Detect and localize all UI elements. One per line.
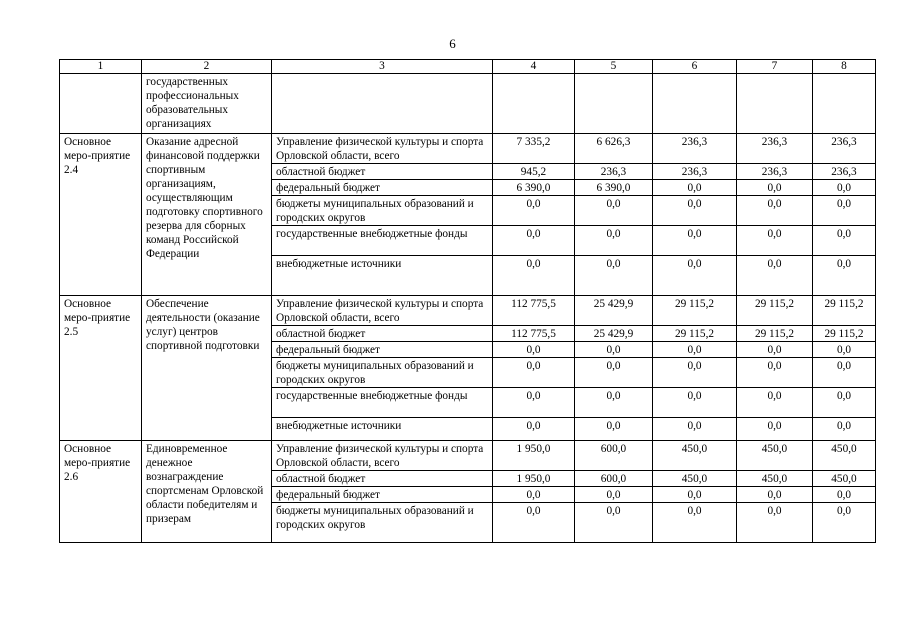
funding-source-cell: бюджеты муниципальных образований и городских округов [272,358,493,388]
amount-cell: 0,0 [575,256,653,296]
column-number: 1 [60,60,142,74]
column-number: 6 [653,60,737,74]
amount-cell: 450,0 [813,441,876,471]
amount-cell: 0,0 [737,196,813,226]
amount-cell: 0,0 [575,487,653,503]
amount-cell: 0,0 [575,226,653,256]
amount-cell: 236,3 [813,164,876,180]
empty-cell [737,74,813,134]
amount-cell: 0,0 [493,358,575,388]
amount-cell: 0,0 [493,256,575,296]
funding-source-cell: федеральный бюджет [272,180,493,196]
amount-cell: 29 115,2 [737,296,813,326]
funding-source-cell: Управление физической культуры и спорта Орловской области, всего [272,134,493,164]
amount-cell: 29 115,2 [737,326,813,342]
amount-cell: 0,0 [813,342,876,358]
amount-cell: 0,0 [737,358,813,388]
amount-cell: 0,0 [653,342,737,358]
funding-source-cell: областной бюджет [272,471,493,487]
column-number: 2 [142,60,272,74]
column-number: 3 [272,60,493,74]
funding-source-cell: государственные внебюджетные фонды [272,226,493,256]
amount-cell: 0,0 [493,487,575,503]
amount-cell: 0,0 [737,256,813,296]
amount-cell: 236,3 [653,164,737,180]
amount-cell: 0,0 [737,226,813,256]
amount-cell: 25 429,9 [575,296,653,326]
amount-cell: 0,0 [813,226,876,256]
amount-cell: 112 775,5 [493,326,575,342]
amount-cell: 1 950,0 [493,471,575,487]
funding-source-cell: федеральный бюджет [272,487,493,503]
activity-code-cell: Основное меро-приятие 2.6 [60,441,142,543]
amount-cell: 0,0 [653,180,737,196]
amount-cell: 0,0 [653,256,737,296]
page-number: 6 [449,36,456,51]
amount-cell: 0,0 [575,196,653,226]
funding-source-cell: Управление физической культуры и спорта Орловской области, всего [272,296,493,326]
amount-cell: 7 335,2 [493,134,575,164]
funding-source-cell: государственные внебюджетные фонды [272,388,493,418]
table-row [60,441,876,471]
amount-cell: 0,0 [575,342,653,358]
activity-title-cell: Оказание адресной финансовой поддержки спортивным организациям, осуществляющим подготовку спортивного резерва для сборных команд Российской Федерации [142,134,272,296]
amount-cell: 236,3 [575,164,653,180]
amount-cell: 0,0 [493,388,575,418]
amount-cell: 0,0 [737,487,813,503]
empty-cell [653,74,737,134]
amount-cell: 0,0 [493,196,575,226]
amount-cell: 6 390,0 [493,180,575,196]
continuation-row [60,74,876,134]
amount-cell: 0,0 [813,196,876,226]
empty-cell [575,74,653,134]
amount-cell: 0,0 [737,180,813,196]
amount-cell: 236,3 [813,134,876,164]
amount-cell: 0,0 [575,503,653,543]
empty-cell [60,74,142,134]
amount-cell: 236,3 [737,134,813,164]
column-number: 4 [493,60,575,74]
amount-cell: 25 429,9 [575,326,653,342]
column-number: 7 [737,60,813,74]
amount-cell: 450,0 [813,471,876,487]
amount-cell: 0,0 [813,358,876,388]
amount-cell: 450,0 [653,441,737,471]
amount-cell: 112 775,5 [493,296,575,326]
activity-code-cell: Основное меро-приятие 2.4 [60,134,142,296]
amount-cell: 0,0 [737,503,813,543]
funding-source-cell: внебюджетные источники [272,256,493,296]
empty-cell [493,74,575,134]
amount-cell: 29 115,2 [813,296,876,326]
funding-source-cell: бюджеты муниципальных образований и городских округов [272,503,493,543]
empty-cell [813,74,876,134]
amount-cell: 0,0 [653,418,737,441]
amount-cell: 0,0 [813,388,876,418]
amount-cell: 0,0 [575,418,653,441]
amount-cell: 29 115,2 [813,326,876,342]
amount-cell: 600,0 [575,441,653,471]
continued-title-cell: государственных профессиональных образовательных организациях [142,74,272,134]
amount-cell: 0,0 [493,342,575,358]
amount-cell: 1 950,0 [493,441,575,471]
amount-cell: 0,0 [737,342,813,358]
amount-cell: 0,0 [575,358,653,388]
amount-cell: 6 626,3 [575,134,653,164]
amount-cell: 29 115,2 [653,326,737,342]
funding-source-cell: Управление физической культуры и спорта Орловской области, всего [272,441,493,471]
amount-cell: 450,0 [737,471,813,487]
amount-cell: 600,0 [575,471,653,487]
amount-cell: 0,0 [575,388,653,418]
amount-cell: 0,0 [653,487,737,503]
amount-cell: 0,0 [653,503,737,543]
activity-title-cell: Обеспечение деятельности (оказание услуг) центров спортивной подготовки [142,296,272,441]
column-number: 5 [575,60,653,74]
amount-cell: 0,0 [813,256,876,296]
amount-cell: 29 115,2 [653,296,737,326]
amount-cell: 0,0 [493,418,575,441]
amount-cell: 0,0 [813,418,876,441]
funding-source-cell: бюджеты муниципальных образований и городских округов [272,196,493,226]
amount-cell: 0,0 [813,487,876,503]
amount-cell: 0,0 [653,226,737,256]
activity-title-cell: Единовременное денежное вознаграждение спортсменам Орловской области победителям и призерам [142,441,272,543]
column-number-row [60,60,876,74]
amount-cell: 450,0 [653,471,737,487]
activity-code-cell: Основное меро-приятие 2.5 [60,296,142,441]
amount-cell: 0,0 [653,388,737,418]
column-number: 8 [813,60,876,74]
amount-cell: 0,0 [493,226,575,256]
amount-cell: 236,3 [737,164,813,180]
amount-cell: 0,0 [653,196,737,226]
amount-cell: 0,0 [813,503,876,543]
budget-table [59,59,876,543]
funding-source-cell: федеральный бюджет [272,342,493,358]
funding-source-cell: областной бюджет [272,326,493,342]
table-row [60,134,876,164]
funding-source-cell: внебюджетные источники [272,418,493,441]
amount-cell: 450,0 [737,441,813,471]
amount-cell: 6 390,0 [575,180,653,196]
table-row [60,296,876,326]
amount-cell: 0,0 [493,503,575,543]
amount-cell: 945,2 [493,164,575,180]
empty-cell [272,74,493,134]
amount-cell: 0,0 [653,358,737,388]
amount-cell: 236,3 [653,134,737,164]
amount-cell: 0,0 [813,180,876,196]
funding-source-cell: областной бюджет [272,164,493,180]
amount-cell: 0,0 [737,388,813,418]
amount-cell: 0,0 [737,418,813,441]
